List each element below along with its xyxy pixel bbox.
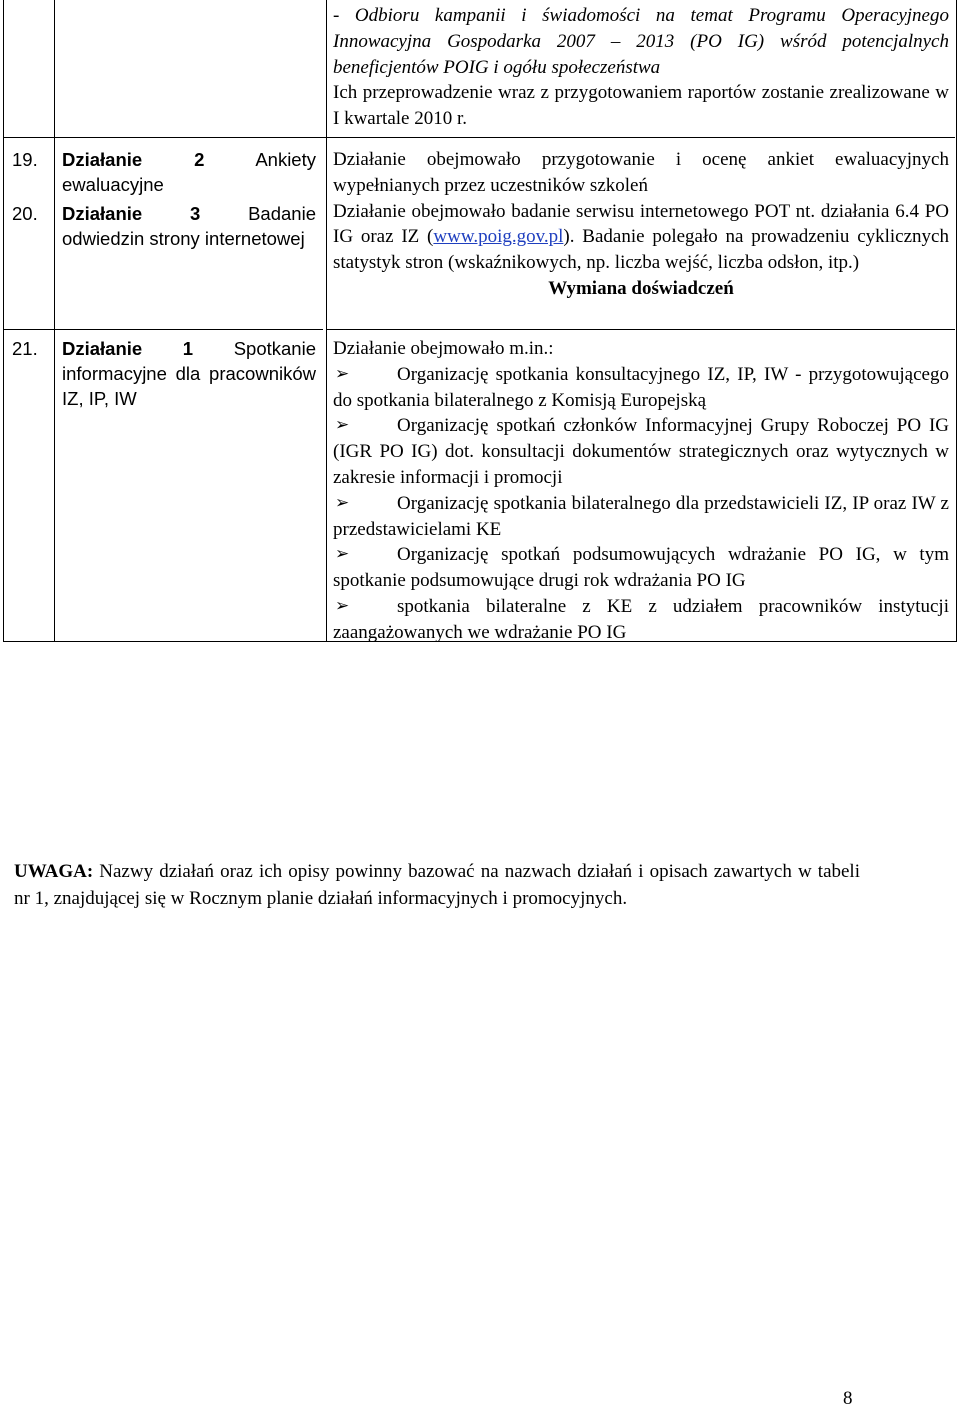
row-20-description (333, 199, 949, 276)
rows-19-20-content (333, 147, 949, 302)
arrowhead-bullet-icon: ➢ (335, 544, 350, 565)
bullet-item (333, 491, 949, 543)
page-number: 8 (843, 1388, 853, 1409)
implementation-text: Ich przeprowadzenie wraz z przygotowaniem raportów zostanie zrealizowane w I kwartale 2010 r. (333, 82, 949, 130)
bullet-item (333, 594, 949, 646)
top-cell-content (333, 3, 949, 132)
bullet-text: Organizację spotkań podsumowujących wdrażanie PO IG, w tym spotkanie podsumowujące drugi rok wdrażania PO IG (333, 544, 949, 592)
row-title-rest: Spotkanie informacyjne dla pracowników IZ, IP, IW (62, 338, 316, 409)
bullet-item (333, 362, 949, 414)
column-divider-1 (54, 0, 55, 641)
column-divider-2 (326, 0, 327, 641)
bullet-item (333, 542, 949, 594)
arrowhead-bullet-icon: ➢ (335, 415, 350, 436)
row-divider-21 (4, 329, 323, 330)
row-title-bold: Działanie 3 (62, 203, 201, 224)
row-number: 20. (12, 203, 38, 224)
row-divider-top (4, 137, 955, 138)
campaign-reception-text: - Odbioru kampanii i świadomości na temat Programu Operacyjnego Innowacyjna Gospodarka 2007 – 2013 (PO IG) wśród potencjalnych beneficjentów POIG i ogółu społeczeństwa (333, 5, 949, 78)
row-number: 19. (12, 149, 38, 170)
bullet-item (333, 413, 949, 490)
row-title-rest: Ankiety ewaluacyjne (62, 149, 316, 195)
bullet-text: Organizację spotkań członków Informacyjnej Grupy Roboczej PO IG (IGR PO IG) dot. konsultacji dokumentów strategicznych oraz wytycznych w zakresie informacji i promocji (333, 415, 949, 488)
bullet-text: Organizację spotkania konsultacyjnego IZ, IP, IW - przygotowującego do spotkania bilateralnego z Komisją Europejską (333, 363, 949, 411)
arrowhead-bullet-icon: ➢ (335, 492, 350, 513)
bullet-text: Organizację spotkania bilateralnego dla przedstawicieli IZ, IP oraz IW z przedstawicielami KE (333, 492, 949, 540)
note-paragraph (14, 858, 860, 912)
row-title (62, 147, 316, 197)
note-text: Nazwy działań oraz ich opisy powinny bazować na nazwach działań i opisach zawartych w tabeli nr 1, znajdującej się w Rocznym planie działań informacyjnych i promocyjnych. (14, 861, 860, 909)
poig-website-link[interactable]: www.poig.gov.pl (433, 226, 564, 248)
row-title-rest: Badanie odwiedzin strony internetowej (62, 203, 316, 249)
row-title-bold: Działanie 1 (62, 338, 194, 359)
row-21-content (333, 336, 949, 646)
row-21-intro: Działanie obejmowało m.in.: (333, 338, 554, 359)
section-heading: Wymiana doświadczeń (548, 277, 734, 299)
row-number: 21. (12, 338, 38, 359)
row-20-text-after: ). Badanie polegało na prowadzeniu cyklicznych statystyk stron (wskaźnikowych, np. liczba wejść, liczba odsłon, itp.) (333, 226, 949, 274)
bullet-text: spotkania bilateralne z KE z udziałem pracowników instytucji zaangażowanych we wdrażanie PO IG (333, 595, 949, 643)
row-divider-21-right (326, 329, 955, 330)
row-title (62, 336, 316, 411)
row-19-description: Działanie obejmowało przygotowanie i ocenę ankiet ewaluacyjnych wypełnianych przez uczestników szkoleń (333, 149, 949, 196)
row-title-bold: Działanie 2 (62, 149, 205, 170)
arrowhead-bullet-icon: ➢ (335, 363, 350, 384)
row-20-text-before: Działanie obejmowało badanie serwisu internetowego POT nt. działania 6.4 PO IG oraz IZ ( (333, 200, 949, 248)
arrowhead-bullet-icon: ➢ (335, 595, 350, 616)
note-label: UWAGA: (14, 861, 94, 882)
row-title (62, 201, 316, 251)
